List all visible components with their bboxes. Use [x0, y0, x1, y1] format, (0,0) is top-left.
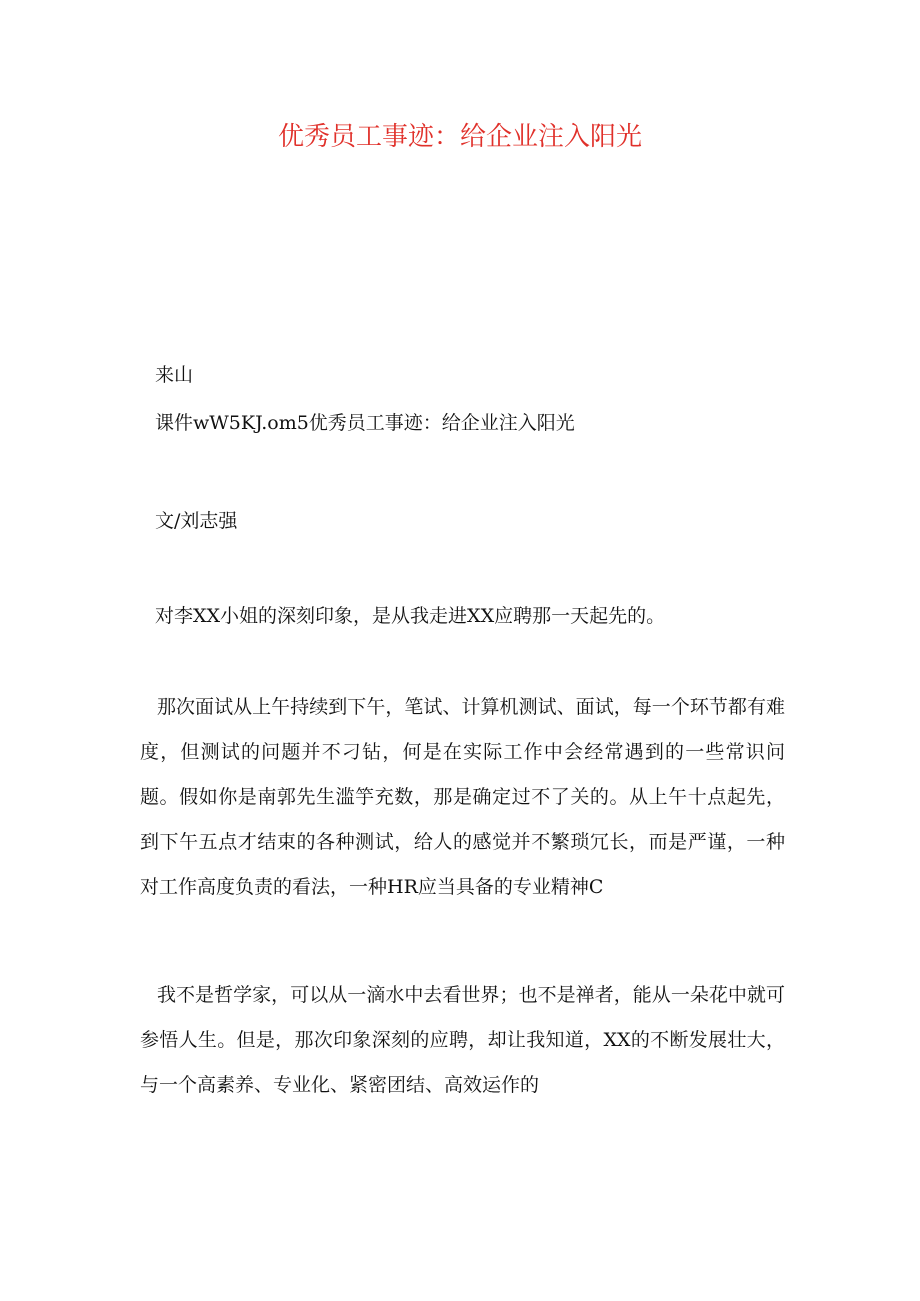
paragraph-3: 我不是哲学家，可以从一滴水中去看世界；也不是禅者，能从一朵花中就可参悟人生。但是，那次印象深刻的应聘，却让我知道，XX的不断发展壮大，与一个高素养、专业化、紧密团结、高效运作的	[140, 984, 785, 1096]
byline: 文/刘志强	[155, 510, 238, 532]
meta-line-source: 来山	[155, 364, 194, 386]
document-title: 优秀员工事迹：给企业注入阳光	[277, 122, 642, 152]
paragraph-1: 对李XX小姐的深刻印象，是从我走进XX应聘那一天起先的。	[155, 605, 666, 627]
meta-line-courseware: 课件wW5KJ.om5优秀员工事迹：给企业注入阳光	[155, 412, 575, 434]
paragraph-2: 那次面试从上午持续到下午，笔试、计算机测试、面试，每一个环节都有难度，但测试的问题并不刁钻，何是在实际工作中会经常遇到的一些常识问题。假如你是南郭先生滥竽充数，那是确定过不了关的。从上午十点起先，到下午五点才结束的各种测试，给人的感觉并不繁琐冗长，而是严谨，一种对工作高度负责的看法，一种HR应当具备的专业精神C	[140, 696, 785, 898]
